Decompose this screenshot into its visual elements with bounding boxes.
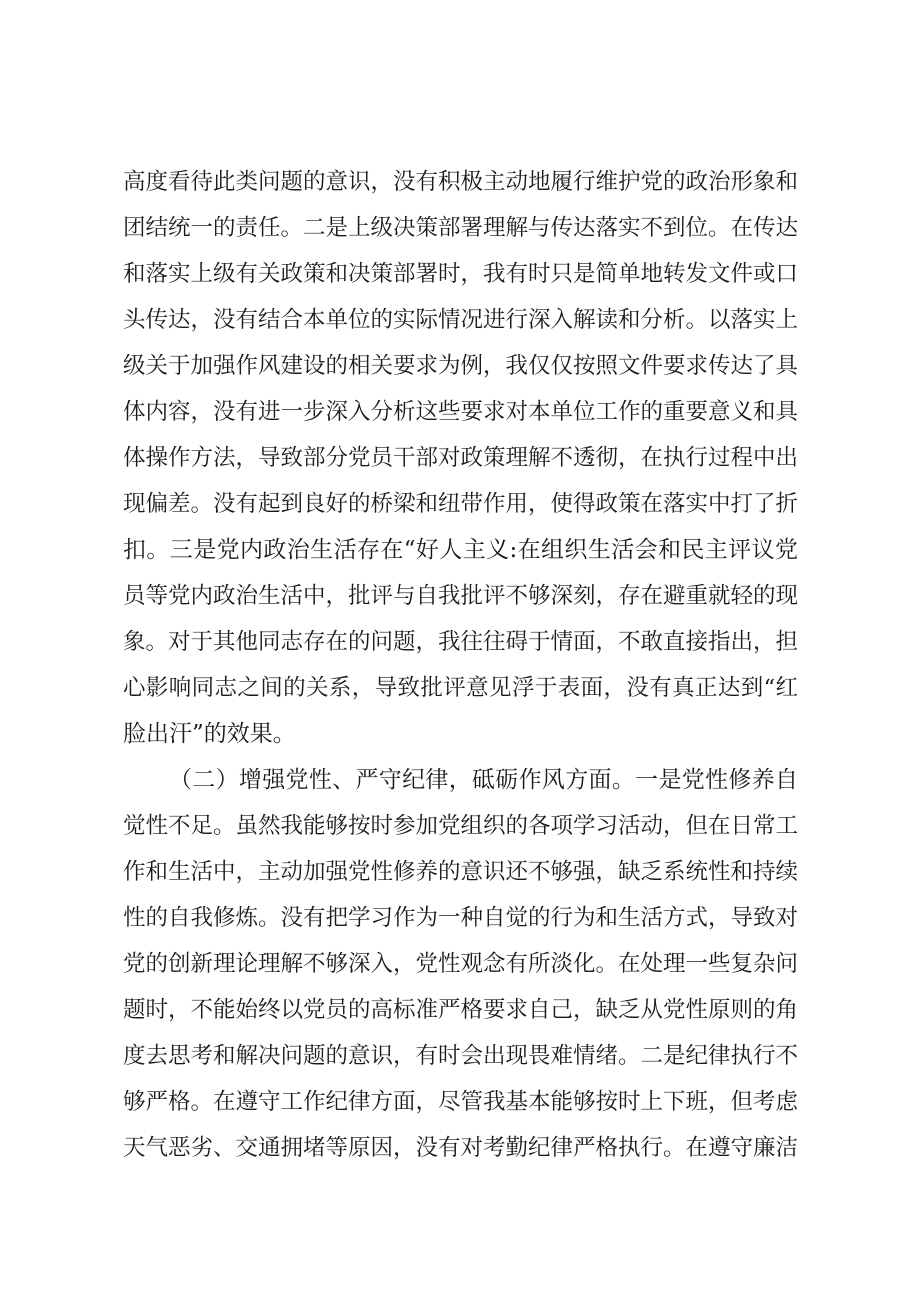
text-line: 象。对于其他同志存在的问题，我往往碍于情面，不敢直接指出，担	[123, 629, 798, 655]
text-line: 头传达，没有结合本单位的实际情况进行深入解读和分析。以落实上	[123, 307, 798, 333]
text-line: 天气恶劣、交通拥堵等原因，没有对考勤纪律严格执行。在遵守廉洁	[123, 1135, 798, 1161]
text-line: 现偏差。没有起到良好的桥梁和纽带作用，使得政策在落实中打了折	[123, 491, 798, 517]
text-line: 题时，不能始终以党员的高标准严格要求自己，缺乏从党性原则的角	[123, 997, 798, 1023]
text-line: 党的创新理论理解不够深入，党性观念有所淡化。在处理一些复杂问	[123, 951, 798, 977]
text-line: 够严格。在遵守工作纪律方面，尽管我基本能够按时上下班，但考虑	[123, 1089, 798, 1115]
text-line: 心影响同志之间的关系，导致批评意见浮于表面，没有真正达到“红	[123, 675, 798, 701]
text-line: 度去思考和解决问题的意识，有时会出现畏难情绪。二是纪律执行不	[123, 1043, 798, 1069]
text-line: 体内容，没有进一步深入分析这些要求对本单位工作的重要意义和具	[123, 399, 798, 425]
text-line: 团结统一的责任。二是上级决策部署理解与传达落实不到位。在传达	[123, 215, 798, 241]
text-line: 性的自我修炼。没有把学习作为一种自觉的行为和生活方式，导致对	[123, 905, 798, 931]
text-line: 体操作方法，导致部分党员干部对政策理解不透彻，在执行过程中出	[123, 445, 798, 471]
text-line: （二）增强党性、严守纪律，砥砺作风方面。一是党性修养自	[169, 767, 798, 793]
text-line: 员等党内政治生活中，批评与自我批评不够深刻，存在避重就轻的现	[123, 583, 798, 609]
text-line: 脸出汗”的效果。	[123, 721, 296, 747]
text-line: 觉性不足。虽然我能够按时参加党组织的各项学习活动，但在日常工	[123, 813, 798, 839]
text-line: 级关于加强作风建设的相关要求为例，我仅仅按照文件要求传达了具	[123, 353, 798, 379]
text-line: 高度看待此类问题的意识，没有积极主动地履行维护党的政治形象和	[123, 169, 798, 195]
text-line: 和落实上级有关政策和决策部署时，我有时只是简单地转发文件或口	[123, 261, 798, 287]
text-line: 扣。三是党内政治生活存在“好人主义:在组织生活会和民主评议党	[123, 537, 798, 563]
text-line: 作和生活中，主动加强党性修养的意识还不够强，缺乏系统性和持续	[123, 859, 798, 885]
